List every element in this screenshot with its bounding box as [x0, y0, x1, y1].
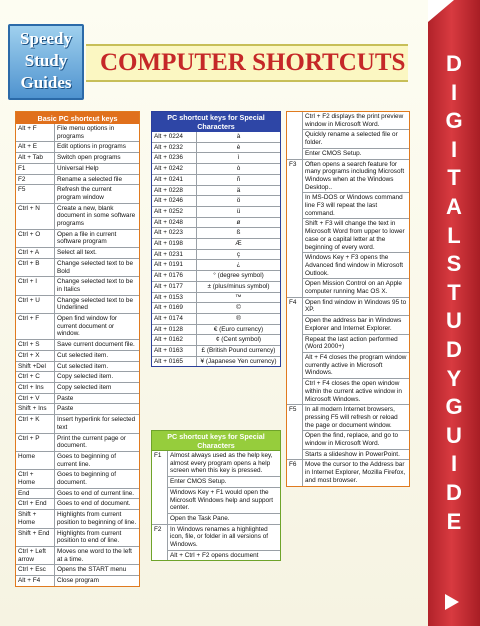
shortcut-key: Alt + 0163 — [152, 346, 197, 356]
shortcut-description: Opens the START menu — [57, 566, 127, 574]
shortcut-key: Alt + 0232 — [152, 143, 197, 153]
shortcut-row — [16, 394, 139, 405]
shortcut-key: Alt + 0231 — [152, 250, 197, 260]
shortcut-key: Alt + 0223 — [152, 228, 197, 238]
shortcut-description: ß — [236, 229, 241, 237]
shortcut-row — [152, 186, 280, 197]
shortcut-row — [152, 132, 280, 143]
shortcut-description: ò — [236, 165, 241, 173]
shortcut-row — [152, 143, 280, 154]
shortcut-row — [16, 296, 139, 314]
shortcut-key: Ctrl + X — [16, 351, 55, 361]
shortcut-description: Cut selected item. — [57, 362, 109, 370]
shortcut-key: Ctrl + Home — [16, 470, 55, 487]
function-key-description: Open the address bar in Windows Explorer and Internet Explorer. — [303, 316, 409, 334]
shortcut-key: Shift + Ins — [16, 404, 55, 414]
shortcut-description: € (Euro currency) — [213, 325, 264, 333]
function-key-description: Starts a slideshow in PowerPoint. — [305, 450, 400, 458]
shortcut-description: Change selected text to be Bold — [57, 259, 134, 275]
function-key-group — [287, 460, 409, 485]
shortcut-row — [152, 293, 280, 304]
page-fold — [428, 0, 454, 22]
shortcut-row — [152, 196, 280, 207]
shortcut-description: ø — [236, 218, 241, 226]
shortcut-row — [152, 207, 280, 218]
shortcut-row — [152, 164, 280, 175]
shortcut-row — [16, 470, 139, 488]
function-key-description: Enter CMOS Setup. — [305, 149, 362, 157]
shortcut-row — [152, 239, 280, 250]
shortcut-key: Alt + 0241 — [152, 175, 197, 185]
spine-letter: D — [446, 336, 462, 362]
shortcut-key: Alt + 0177 — [152, 282, 197, 292]
spine-title — [428, 50, 480, 536]
shortcut-key: Alt + 0242 — [152, 164, 197, 174]
function-key-description: Almost always used as the help key, almost every program opens a help screen when this key is pressed. — [168, 451, 280, 477]
function-key-description: Often opens a search feature for many programs including Microsoft Windows when at the Windows Desktop.. — [303, 160, 409, 194]
shortcut-description: Edit options in programs — [57, 143, 126, 151]
function-key-descriptions — [303, 460, 409, 485]
shortcut-description: ü — [236, 207, 241, 215]
shortcut-key: Alt + 0252 — [152, 207, 197, 217]
shortcut-key: Ctrl + Ins — [16, 383, 55, 393]
spine-letter: G — [445, 394, 463, 420]
function-key-description: Open find window in Windows 95 to XP. — [303, 298, 409, 316]
shortcut-description: Goes to end of current line. — [57, 489, 135, 497]
function-key-description: Open the Task Pane. — [170, 514, 230, 522]
shortcut-description: Select all text. — [57, 249, 97, 257]
shortcut-row — [16, 547, 139, 565]
shortcut-key: Alt + 0228 — [152, 186, 197, 196]
shortcut-row — [16, 404, 139, 415]
shortcut-key: F5 — [16, 185, 55, 202]
shortcut-row — [16, 565, 139, 576]
function-key: F3 — [287, 160, 303, 297]
basic-shortcuts-header: Basic PC shortcut keys — [16, 112, 139, 124]
shortcut-row — [16, 153, 139, 164]
shortcut-row — [152, 250, 280, 261]
function-key-description: Open the find, replace, and go to window in Microsoft Word. — [303, 431, 409, 449]
function-key-description: Shift + F3 will change the text in Microsoft Word from upper to lower case or a capital letter at the beginning of every word. — [303, 219, 409, 253]
function-key-description: Ctrl + F2 displays the print preview window in Microsoft Word. — [303, 112, 409, 130]
shortcut-description: Moves one word to the left at a time. — [57, 547, 132, 563]
spine-letter: I — [450, 79, 458, 105]
basic-shortcuts-table — [15, 111, 140, 587]
shortcut-key: Alt + F4 — [16, 576, 55, 586]
shortcut-row — [16, 340, 139, 351]
shortcut-row — [16, 510, 139, 528]
shortcut-description: Highlights from current position to beginning of line. — [57, 511, 137, 526]
shortcut-row — [16, 362, 139, 373]
function-key-description: Enter CMOS Setup. — [168, 477, 280, 488]
shortcut-description: Highlights from current position to end of line. — [57, 529, 122, 545]
shortcut-row — [16, 259, 139, 277]
function-key-group — [152, 525, 280, 561]
shortcut-description: Create a new, blank document in some software programs — [57, 204, 136, 228]
shortcut-row — [16, 185, 139, 203]
shortcut-description: ñ — [236, 175, 241, 183]
shortcut-row — [16, 164, 139, 175]
spine-letter: G — [445, 108, 463, 134]
function-key-description: Windows Key + F3 opens the Advanced find window in Microsoft Outlook. — [303, 253, 409, 279]
shortcut-key: Home — [16, 452, 55, 469]
special-characters-header: PC shortcut keys for Special Characters — [152, 112, 280, 132]
shortcut-row — [152, 175, 280, 186]
spine-letter: D — [446, 51, 462, 76]
shortcut-row — [16, 230, 139, 248]
shortcut-row — [16, 351, 139, 362]
shortcut-description: Change selected text to be in Italics — [57, 278, 134, 293]
shortcut-key: Ctrl + F — [16, 314, 55, 339]
shortcut-description: ° (degree symbol) — [213, 272, 264, 280]
shortcut-row — [16, 576, 139, 586]
shortcut-key: Ctrl + P — [16, 434, 55, 451]
spine-letter: T — [447, 279, 461, 305]
shortcut-row — [16, 452, 139, 470]
shortcut-description: Switch open programs — [57, 154, 121, 162]
shortcut-key: Ctrl + I — [16, 277, 55, 294]
shortcut-row — [16, 529, 139, 547]
shortcut-key: Ctrl + U — [16, 296, 55, 313]
shortcut-row — [152, 335, 280, 346]
function-key-descriptions — [303, 298, 409, 404]
spine-letter: Y — [446, 365, 462, 391]
shortcut-description: ¿ — [236, 261, 241, 269]
spine-letter: I — [450, 451, 458, 477]
function-key-group — [287, 112, 409, 160]
shortcut-description: ¢ (Cent symbol) — [215, 336, 262, 344]
shortcut-description: Open a file in current software program — [57, 230, 117, 246]
shortcut-key: Alt + 0248 — [152, 218, 197, 228]
shortcut-description: Goes to beginning of document. — [57, 471, 116, 487]
shortcut-description: ™ — [235, 293, 242, 301]
shortcut-key: Ctrl + V — [16, 394, 55, 404]
spine-letter: T — [447, 165, 461, 191]
shortcut-row — [16, 415, 139, 433]
spine-letter: U — [446, 422, 462, 448]
shortcut-row — [152, 325, 280, 336]
shortcut-row — [152, 218, 280, 229]
function-keys-header: PC shortcut keys for Special Characters — [152, 431, 280, 451]
shortcut-description: Universal Help — [57, 164, 99, 172]
shortcut-row — [152, 314, 280, 325]
function-key-description: Windows Key + F1 would open the Microsoft Windows help and support center. — [168, 488, 280, 514]
shortcut-key: Alt + 0224 — [152, 132, 197, 142]
shortcut-description: Copy selected item. — [57, 373, 114, 381]
function-key-description: Alt + Ctrl + F2 opens document — [170, 551, 259, 559]
function-key-descriptions — [303, 405, 409, 459]
shortcut-key: Alt + 0174 — [152, 314, 197, 324]
shortcut-key: Alt + 0191 — [152, 260, 197, 270]
shortcut-key: Alt + 0236 — [152, 153, 197, 163]
function-key-description: In MS-DOS or Windows command line F3 will repeat the last command. — [303, 193, 409, 219]
shortcut-description: Copy selected item — [57, 383, 112, 391]
shortcut-row — [16, 434, 139, 452]
shortcut-key: Alt + 0162 — [152, 335, 197, 345]
shortcut-row — [152, 282, 280, 293]
shortcut-row — [16, 314, 139, 340]
spine-letter: A — [446, 193, 462, 219]
shortcut-description: Rename a selected file — [57, 175, 123, 183]
function-key-descriptions — [168, 451, 280, 524]
spine-letter: I — [450, 136, 458, 162]
function-key: F5 — [287, 405, 303, 459]
function-key-group — [287, 160, 409, 298]
shortcut-row — [152, 357, 280, 367]
shortcut-description: © — [236, 304, 241, 312]
shortcut-key: Shift + End — [16, 529, 55, 546]
shortcut-key: Ctrl + B — [16, 259, 55, 276]
spine-letter: E — [446, 508, 462, 534]
shortcut-description: Save current document file. — [57, 341, 135, 349]
shortcut-description: Paste — [57, 405, 74, 413]
spine-letter: S — [446, 251, 462, 277]
shortcut-description: à — [236, 133, 241, 140]
function-key-description: Alt + F4 closes the program window currently active in Microsoft Windows. — [303, 353, 409, 379]
shortcut-key: Ctrl + A — [16, 248, 55, 258]
shortcut-row — [152, 260, 280, 271]
function-key-descriptions — [168, 525, 280, 561]
shortcut-key: Alt + 0246 — [152, 196, 197, 206]
shortcut-description: ä — [236, 186, 241, 194]
shortcut-key: Alt + 0153 — [152, 293, 197, 303]
page-title: COMPUTER SHORTCUTS — [86, 44, 408, 82]
special-characters-table — [151, 111, 281, 367]
function-key-description: In Windows renames a highlighted icon, file, or folder in all versions of Windows. — [168, 525, 280, 551]
shortcut-description: Change selected text to be Underlined — [57, 296, 134, 312]
shortcut-row — [16, 277, 139, 295]
function-key-description: Move the cursor to the Address bar in Internet Explorer, Mozilla Firefox, and most browser. — [305, 461, 406, 484]
shortcut-key: F2 — [16, 175, 55, 185]
shortcut-row — [16, 489, 139, 500]
shortcut-row — [16, 204, 139, 230]
shortcut-key: End — [16, 489, 55, 499]
shortcut-description: Paste — [57, 394, 74, 402]
function-key-description: Repeat the last action performed (Word 2000+) — [303, 335, 409, 353]
shortcut-key: Alt + 0169 — [152, 303, 197, 313]
shortcut-description: è — [236, 143, 241, 151]
function-key: F6 — [287, 460, 303, 485]
shortcut-key: Alt + 0176 — [152, 271, 197, 281]
shortcut-row — [16, 499, 139, 510]
shortcut-description: Open find window for current document or window. — [57, 315, 118, 338]
function-key-description: In all modern Internet browsers, pressing F5 will refresh or reload the page or document window. — [303, 405, 409, 431]
shortcut-description: £ (British Pound currency) — [201, 347, 276, 355]
function-key-descriptions — [303, 160, 409, 297]
play-icon — [445, 594, 459, 610]
shortcut-key: Ctrl + K — [16, 415, 55, 432]
shortcut-key: Alt + 0128 — [152, 325, 197, 335]
shortcut-key: Alt + F — [16, 124, 55, 141]
shortcut-description: ì — [237, 154, 240, 162]
shortcut-key: Ctrl + C — [16, 372, 55, 382]
shortcut-description: Goes to beginning of current line. — [57, 452, 116, 468]
shortcut-description: Cut selected item. — [57, 351, 109, 359]
shortcut-row — [152, 228, 280, 239]
shortcut-row — [152, 346, 280, 357]
shortcut-row — [16, 248, 139, 259]
shortcut-key: Ctrl + End — [16, 499, 55, 509]
function-keys-table-1 — [151, 430, 281, 561]
shortcut-key: Ctrl + S — [16, 340, 55, 350]
function-key-group — [287, 298, 409, 405]
shortcut-key: Ctrl + O — [16, 230, 55, 247]
shortcut-key: Alt + Tab — [16, 153, 55, 163]
shortcut-description: ± (plus/minus symbol) — [207, 282, 270, 290]
shortcut-description: ç — [236, 250, 241, 258]
shortcut-key: Shift + Home — [16, 510, 55, 527]
shortcut-key: Ctrl + N — [16, 204, 55, 229]
shortcut-description: ¥ (Japanese Yen currency) — [200, 357, 277, 365]
function-key: F4 — [287, 298, 303, 404]
shortcut-key: F1 — [16, 164, 55, 174]
shortcut-description: Insert hyperlink for selected text — [57, 416, 136, 431]
shortcut-row — [152, 153, 280, 164]
function-key-group — [152, 451, 280, 525]
speedy-study-guides-logo: Speedy Study Guides — [8, 24, 84, 100]
shortcut-key: Alt + 0165 — [152, 357, 197, 367]
shortcut-description: ® — [236, 314, 241, 322]
shortcut-key: Alt + E — [16, 142, 55, 152]
shortcut-description: File menu options in programs — [57, 125, 115, 140]
book-spine — [428, 0, 480, 626]
shortcut-row — [16, 175, 139, 186]
shortcut-description: Print the current page or document. — [57, 434, 126, 450]
shortcut-row — [16, 372, 139, 383]
function-key: F1 — [152, 451, 168, 524]
function-key-group — [287, 405, 409, 460]
function-key-description: Open Mission Control on an Apple computer running Mac OS X. — [305, 280, 402, 296]
shortcut-description: Refresh the current program window — [57, 186, 112, 201]
function-key: F2 — [152, 525, 168, 561]
shortcut-key: Shift +Del — [16, 362, 55, 372]
spine-letter: L — [447, 222, 461, 248]
shortcut-description: Æ — [235, 240, 242, 248]
spine-letter: D — [446, 479, 462, 505]
shortcut-key: Ctrl + Left arrow — [16, 547, 55, 564]
function-keys-table-2 — [286, 111, 410, 487]
shortcut-description: Goes to end of document. — [57, 500, 131, 508]
shortcut-row — [16, 383, 139, 394]
function-key-descriptions — [303, 112, 409, 159]
spine-letter: U — [446, 308, 462, 334]
shortcut-row — [152, 271, 280, 282]
shortcut-row — [16, 124, 139, 142]
shortcut-description: ö — [236, 197, 241, 205]
shortcut-row — [152, 303, 280, 314]
function-key-description: Quickly rename a selected file or folder. — [303, 130, 409, 148]
shortcut-description: Close program — [57, 577, 99, 585]
function-key-description: Ctrl + F4 closes the open window within the current active window in Microsoft Windows. — [305, 380, 402, 403]
shortcut-key: Ctrl + Esc — [16, 565, 55, 575]
shortcut-key: Alt + 0198 — [152, 239, 197, 249]
shortcut-row — [16, 142, 139, 153]
function-key — [287, 112, 303, 159]
